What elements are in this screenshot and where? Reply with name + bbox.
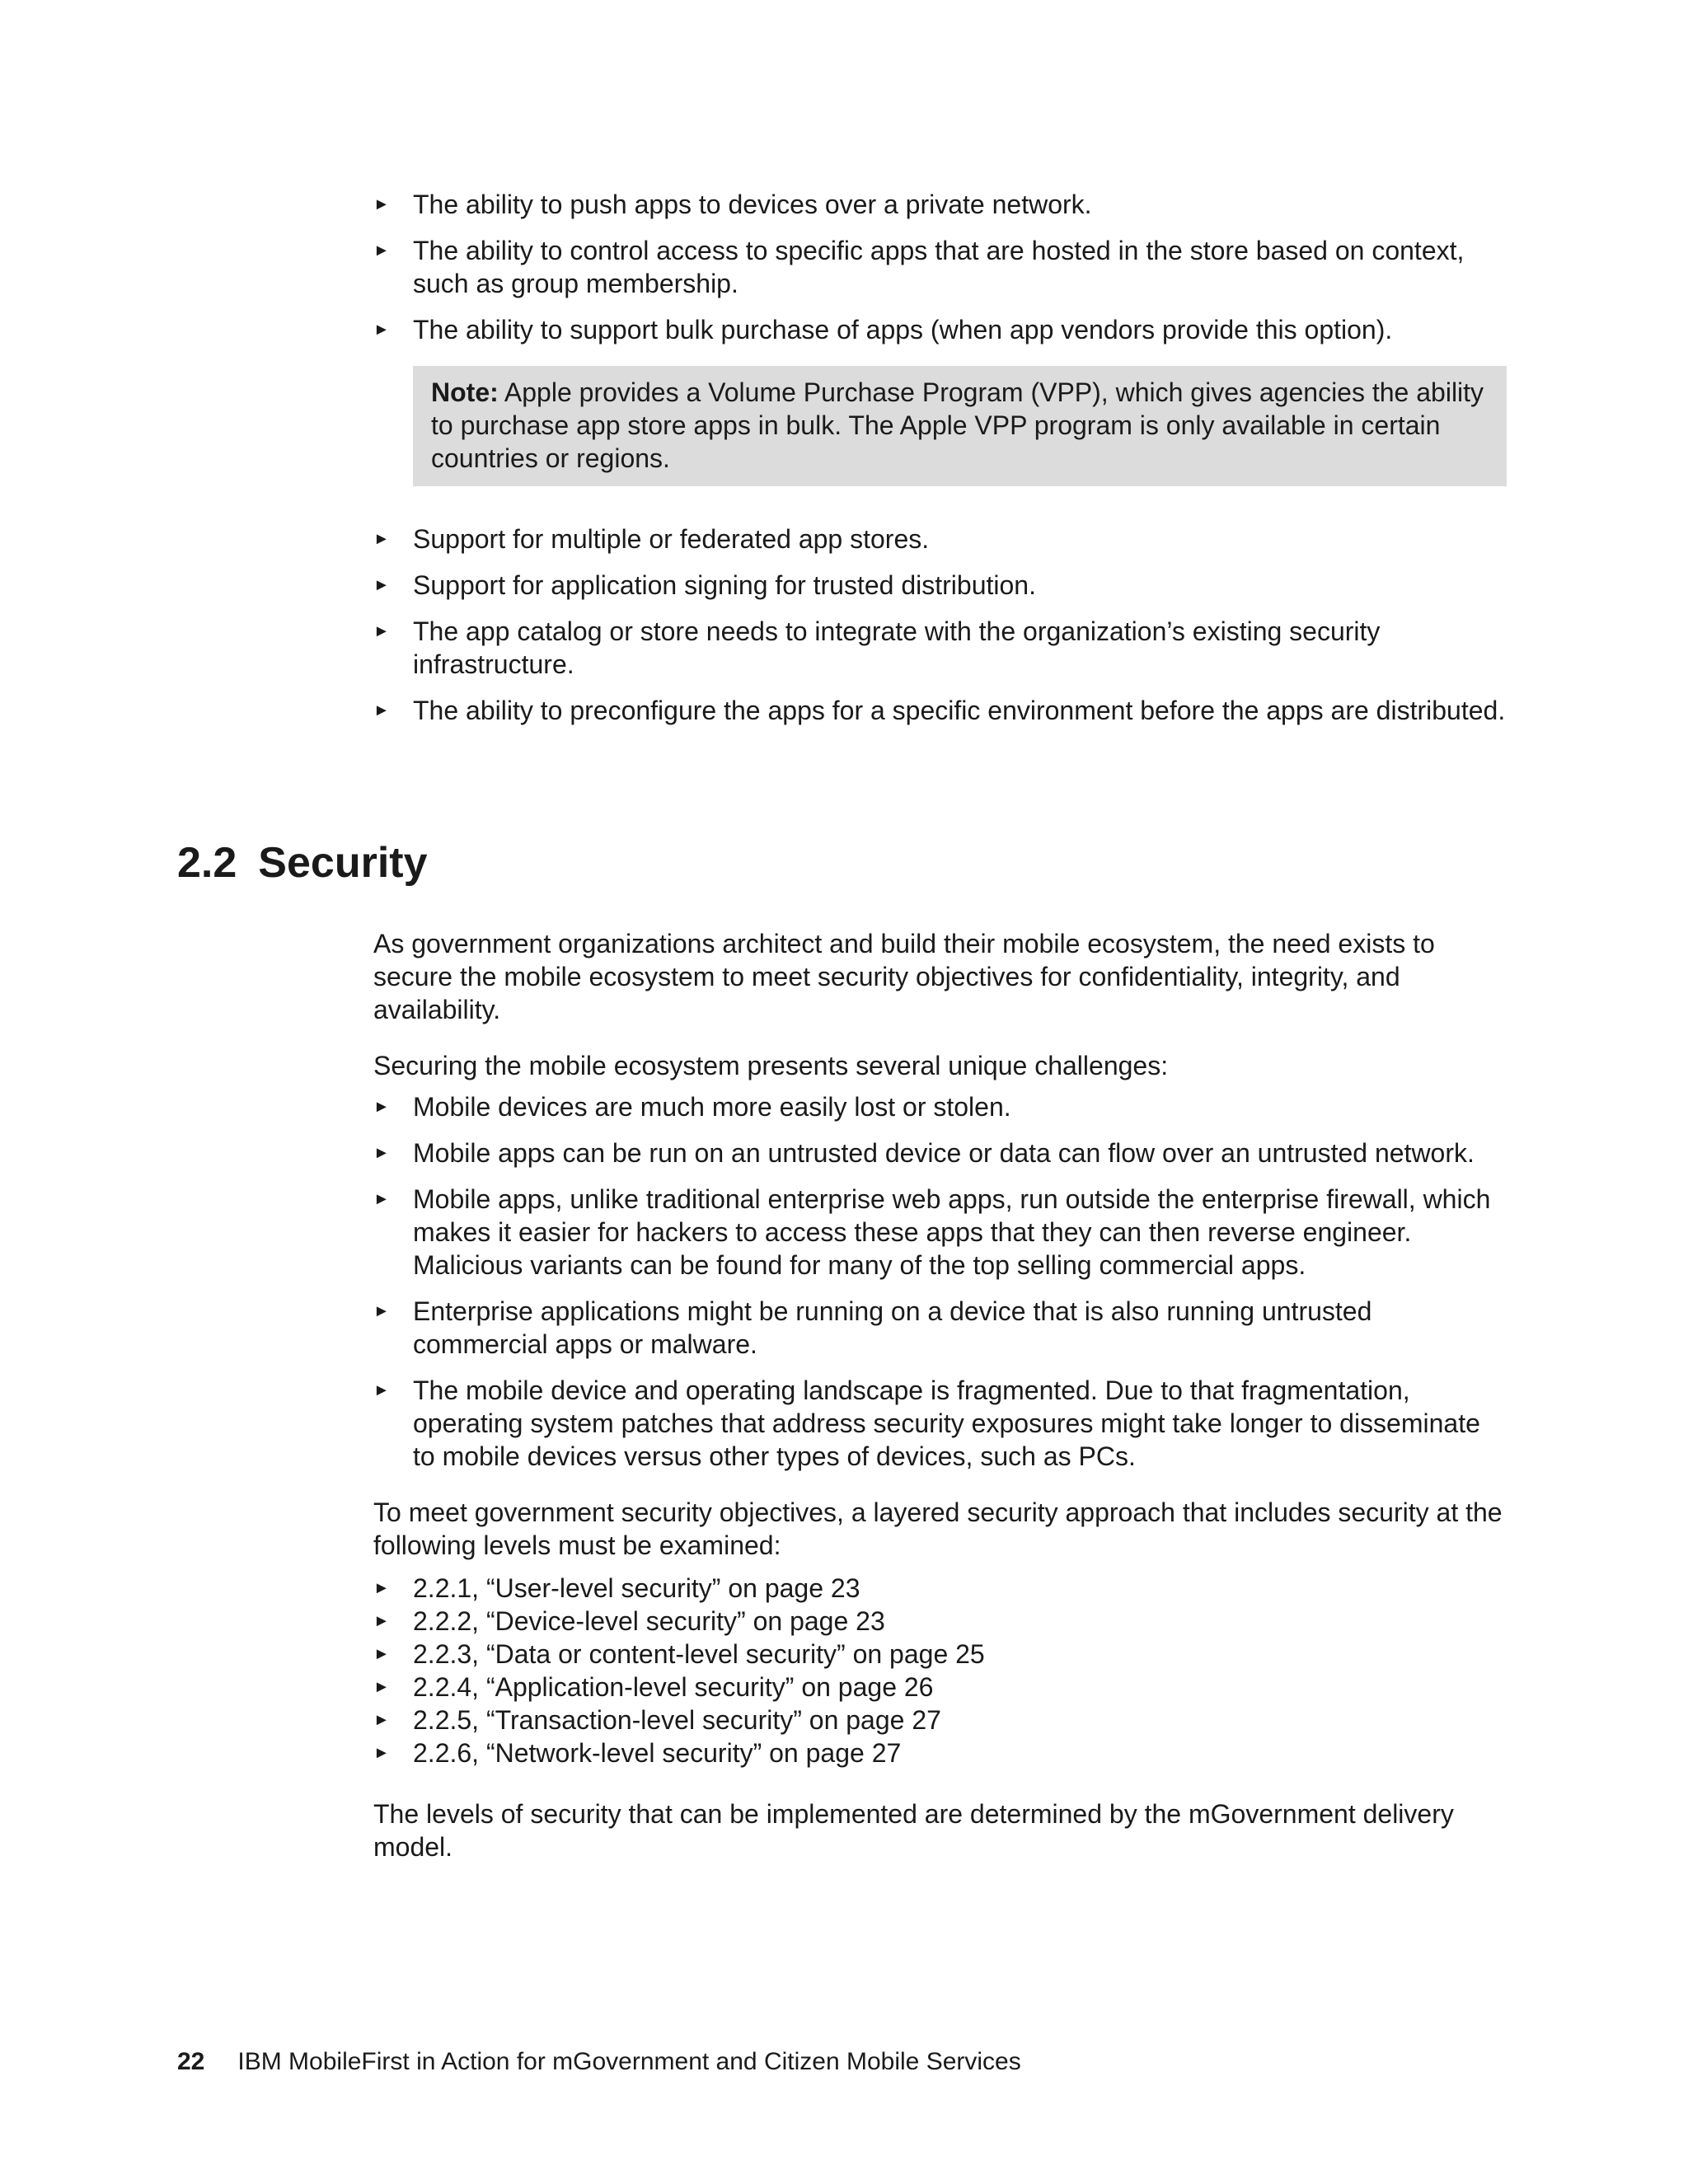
list-item-text: Mobile apps can be run on an untrusted device or data can flow over an untrusted network. [413,1138,1475,1168]
list-item [373,313,1507,346]
list-item [373,1572,1507,1605]
list-item-text: Support for multiple or federated app stores. [413,524,930,554]
bullet-arrow-icon: ► [373,241,390,260]
list-item-text: The ability to control access to specific apps that are hosted in the store based on context, such as group membership. [413,236,1465,298]
bullet-arrow-icon: ► [373,1645,390,1663]
bullet-arrow-icon: ► [373,1612,390,1630]
list-item-text: Mobile apps, unlike traditional enterprise web apps, run outside the enterprise firewall, which makes it easier for hackers to access these apps that they can then reverse engineer. Malicious variants can be found for many of the top selling commercial apps. [413,1184,1491,1280]
top-content [373,188,1507,740]
note-label: Note: [431,377,499,407]
closing-paragraph: The levels of security that can be implemented are determined by the mGovernment delivery model. [373,1799,1454,1862]
bullet-arrow-icon: ► [373,1744,390,1762]
note-box [413,366,1507,486]
cross-reference-link[interactable]: 2.2.2, “Device-level security” on page 23 [413,1606,885,1636]
bullet-arrow-icon: ► [373,1678,390,1696]
list-item [373,615,1507,681]
note-text: Apple provides a Volume Purchase Program (VPP), which gives agencies the ability to purchase app store apps in bulk. The Apple VPP program is only available in certain countries or regions. [431,377,1484,473]
bullet-arrow-icon: ► [373,1190,390,1208]
intro-paragraph: As government organizations architect and build their mobile ecosystem, the need exists to secure the mobile ecosystem to meet security objectives for confidentiality, integrity, and availability. [373,929,1435,1024]
list-item-text: Enterprise applications might be running on a device that is also running untrusted commercial apps or malware. [413,1296,1372,1359]
bullet-arrow-icon: ► [373,1711,390,1729]
cross-reference-link[interactable]: 2.2.6, “Network-level security” on page 27 [413,1738,902,1768]
list-item [373,234,1507,300]
list-item [373,523,1507,555]
list-item [373,1183,1507,1282]
list-item-text: The ability to preconfigure the apps for a specific environment before the apps are distributed. [413,696,1506,725]
bullet-list-after-note [373,523,1507,727]
bullet-arrow-icon: ► [373,1381,390,1399]
list-item [373,694,1507,727]
list-item [373,188,1507,221]
bullet-arrow-icon: ► [373,1302,390,1320]
bullet-list-top [373,188,1507,346]
list-item [373,1605,1507,1638]
list-item [373,1295,1507,1361]
bullet-arrow-icon: ► [373,195,390,213]
list-item-text: The ability to push apps to devices over a private network. [413,190,1092,219]
section-body [373,927,1507,1878]
challenges-list [373,1090,1507,1473]
cross-reference-link[interactable]: 2.2.5, “Transaction-level security” on page 27 [413,1705,941,1735]
list-item [373,569,1507,602]
book-title: IBM MobileFirst in Action for mGovernment and Citizen Mobile Services [237,2048,1021,2075]
cross-reference-link[interactable]: 2.2.3, “Data or content-level security” on page 25 [413,1639,985,1669]
bullet-arrow-icon: ► [373,321,390,339]
list-item [373,1090,1507,1123]
list-item [373,1638,1507,1671]
cross-reference-link[interactable]: 2.2.4, “Application-level security” on page 26 [413,1672,934,1702]
list-item-text: The ability to support bulk purchase of apps (when app vendors provide this option). [413,315,1393,344]
challenges-intro: Securing the mobile ecosystem presents several unique challenges: [373,1051,1169,1080]
section-heading [177,837,428,889]
list-item-text: The app catalog or store needs to integrate with the organization’s existing security infrastructure. [413,616,1381,679]
list-item [373,1137,1507,1169]
levels-list [373,1572,1507,1769]
bullet-arrow-icon: ► [373,1144,390,1162]
list-item [373,1704,1507,1736]
page-number: 22 [177,2048,205,2075]
bullet-arrow-icon: ► [373,530,390,548]
list-item [373,1374,1507,1473]
bullet-arrow-icon: ► [373,1579,390,1597]
bullet-arrow-icon: ► [373,1098,390,1116]
list-item-text: The mobile device and operating landscape is fragmented. Due to that fragmentation, operating system patches that address security exposures might take longer to disseminate to mobile devices versus other types of devices, such as PCs. [413,1376,1480,1471]
section-number: 2.2 [177,839,237,887]
bullet-arrow-icon: ► [373,701,390,719]
list-item-text: Mobile devices are much more easily lost or stolen. [413,1092,1011,1122]
list-item [373,1671,1507,1704]
bullet-arrow-icon: ► [373,622,390,640]
list-item [373,1736,1507,1769]
levels-intro: To meet government security objectives, a layered security approach that includes security at the following levels must be examined: [373,1497,1503,1560]
section-title: Security [258,839,428,887]
list-item-text: Support for application signing for trusted distribution. [413,570,1036,600]
cross-reference-link[interactable]: 2.2.1, “User-level security” on page 23 [413,1573,860,1603]
page-footer [177,2046,1021,2079]
bullet-arrow-icon: ► [373,576,390,594]
